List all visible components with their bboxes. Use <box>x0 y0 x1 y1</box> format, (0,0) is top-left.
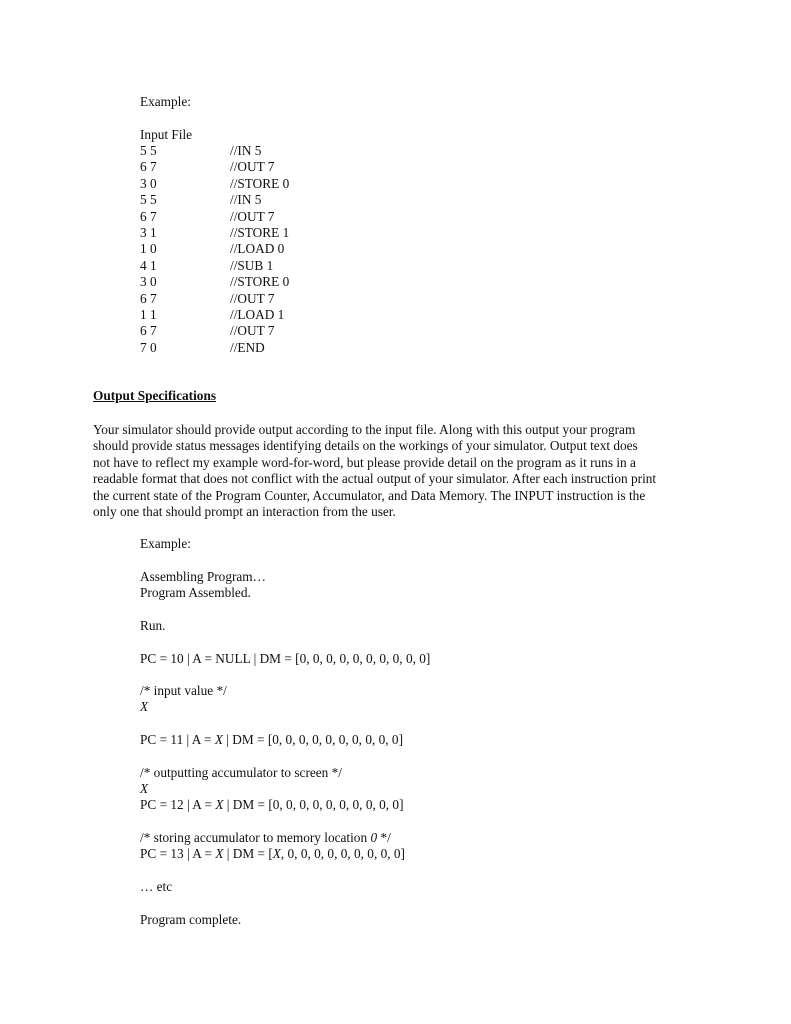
input-comment: //STORE 1 <box>230 225 290 240</box>
variable-x: X <box>272 846 281 861</box>
example-label-bottom: Example: <box>140 536 191 551</box>
state-text: PC = 12 | A = <box>140 797 216 812</box>
input-code: 3 1 <box>140 225 157 240</box>
input-code: 5 5 <box>140 192 157 208</box>
input-comment: //OUT 7 <box>230 208 275 224</box>
input-code: 1 1 <box>140 307 157 322</box>
input-code: 3 0 <box>140 175 157 191</box>
value-line <box>140 781 148 797</box>
state-text: | DM = [0, 0, 0, 0, 0, 0, 0, 0, 0, 0] <box>223 797 404 812</box>
state-line-1: PC = 10 | A = NULL | DM = [0, 0, 0, 0, 0, 0, 0, 0, 0, 0] <box>140 651 431 666</box>
variable-x: X <box>214 732 223 747</box>
paragraph-line: readable format that does not conflict with the actual output of your simulator. After each instruction print <box>93 471 657 487</box>
state-line-3 <box>140 797 404 813</box>
paragraph-line: Your simulator should provide output according to the input file. Along with this output your program <box>93 422 636 437</box>
variable-x: X <box>215 797 224 812</box>
variable-x: X <box>215 846 224 861</box>
input-comment: //IN 5 <box>230 143 262 158</box>
example-label-top: Example: <box>140 94 191 109</box>
paragraph-line: the current state of the Program Counter, Accumulator, and Data Memory. The INPUT instruction is the <box>93 487 646 503</box>
run-line: Run. <box>140 618 166 633</box>
input-comment: //IN 5 <box>230 192 262 208</box>
state-text: PC = 11 | A = <box>140 732 215 747</box>
input-comment: //END <box>230 339 265 355</box>
input-comment: //OUT 7 <box>230 290 275 306</box>
assembled-line: Program Assembled. <box>140 585 251 600</box>
paragraph-line: not have to reflect my example word-for-word, but please provide detail on the program as it runs in a <box>93 454 636 470</box>
input-comment: //OUT 7 <box>230 323 275 339</box>
paragraph-line: should provide status messages identifying details on the workings of your simulator. Output text does <box>93 438 638 454</box>
complete-line: Program complete. <box>140 912 242 927</box>
etc-line: … etc <box>140 879 173 894</box>
state-text: | DM = [ <box>223 846 273 861</box>
input-code: 3 0 <box>140 274 157 290</box>
state-line-4 <box>140 846 405 862</box>
input-comment: //SUB 1 <box>230 257 274 273</box>
memory-location: 0 <box>370 830 378 845</box>
assembling-line: Assembling Program… <box>140 569 266 584</box>
input-comment: //OUT 7 <box>230 159 275 175</box>
input-code: 5 5 <box>140 143 157 158</box>
comment-text: /* storing accumulator to memory location <box>140 830 371 845</box>
paragraph-line: only one that should prompt an interaction from the user. <box>93 504 396 520</box>
input-comment: //STORE 0 <box>230 274 290 290</box>
state-text: PC = 13 | A = <box>140 846 216 861</box>
comment-input-line: /* input value */ <box>140 683 227 698</box>
input-code: 6 7 <box>140 290 157 306</box>
input-comment: //STORE 0 <box>230 175 290 191</box>
comment-text: */ <box>377 830 391 845</box>
input-code: 6 7 <box>140 159 157 175</box>
state-text: | DM = [0, 0, 0, 0, 0, 0, 0, 0, 0, 0] <box>222 732 403 747</box>
input-comment: //LOAD 1 <box>230 307 285 322</box>
value-line <box>140 699 148 715</box>
input-code: 6 7 <box>140 208 157 224</box>
input-code: 6 7 <box>140 323 157 339</box>
comment-output-line: /* outputting accumulator to screen */ <box>140 765 342 780</box>
input-file-label: Input File <box>140 127 193 142</box>
spec-paragraph <box>93 422 703 520</box>
state-text: , 0, 0, 0, 0, 0, 0, 0, 0, 0] <box>280 846 405 861</box>
comment-store-line <box>140 830 391 846</box>
variable-x: X <box>140 699 149 714</box>
input-code: 1 0 <box>140 241 157 257</box>
section-heading: Output Specifications <box>93 388 217 403</box>
variable-x: X <box>140 781 149 796</box>
state-line-2 <box>140 732 403 748</box>
input-comment: //LOAD 0 <box>230 241 285 257</box>
input-code: 7 0 <box>140 339 157 355</box>
input-code: 4 1 <box>140 257 157 273</box>
